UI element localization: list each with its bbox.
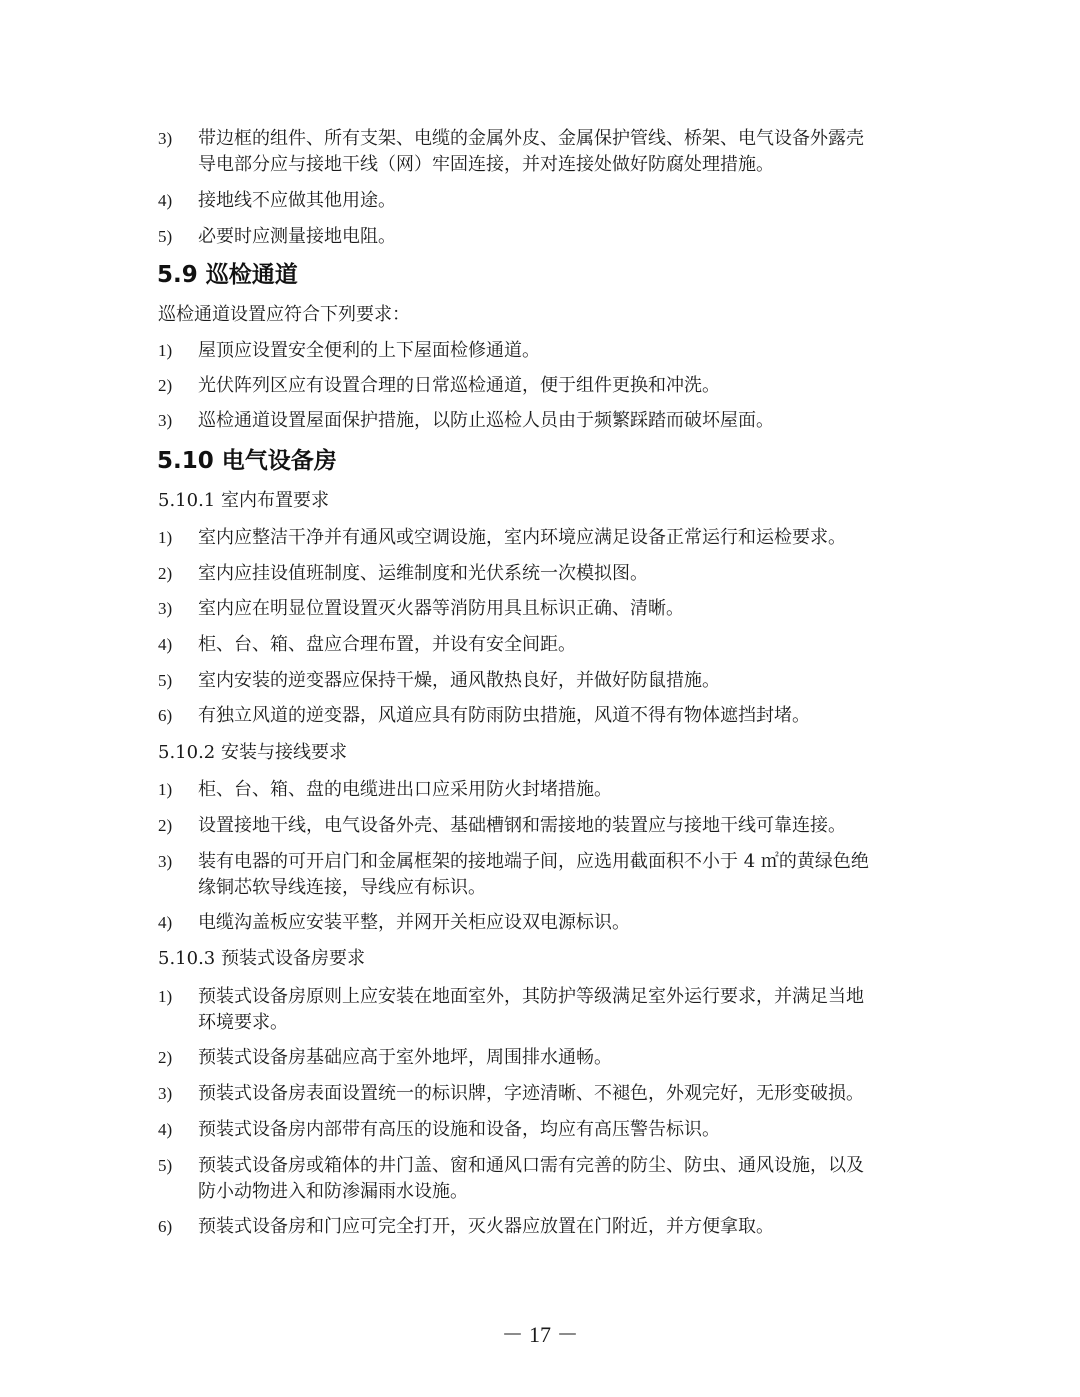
list-item <box>158 703 928 729</box>
subsection-title: 5.10.1 室内布置要求 <box>158 490 329 511</box>
list-item <box>158 188 928 214</box>
list-item-text: 光伏阵列区应有设置合理的日常巡检通道，便于组件更换和冲洗。 <box>198 375 720 396</box>
list-item-text: 柜、台、箱、盘应合理布置，并设有安全间距。 <box>198 634 576 655</box>
list-item-text: 预装式设备房基础应高于室外地坪，周围排水通畅。 <box>198 1047 612 1068</box>
list-item-text: 预装式设备房内部带有高压的设施和设备，均应有高压警告标识。 <box>198 1119 720 1140</box>
list-item-number: 2) <box>158 1048 173 1067</box>
list-item-number: 6) <box>158 706 173 725</box>
list-item-number: 6) <box>158 1217 173 1236</box>
list-item-text: 带边框的组件、所有支架、电缆的金属外皮、金属保护管线、桥架、电气设备外露壳 导电部分应与接地干线（网）牢固连接，并对连接处做好防腐处理措施。 <box>198 128 864 175</box>
list-item <box>158 910 928 936</box>
list-item-text: 接地线不应做其他用途。 <box>198 190 396 211</box>
list-item <box>158 1081 928 1107</box>
list-item-text: 柜、台、箱、盘的电缆进出口应采用防火封堵措施。 <box>198 779 612 800</box>
list-item-text: 预装式设备房原则上应安装在地面室外，其防护等级满足室外运行要求，并满足当地 环境要求。 <box>198 986 864 1033</box>
list-item <box>158 813 928 839</box>
list-item-number: 4) <box>158 913 173 932</box>
list-item-text: 电缆沟盖板应安装平整，并网开关柜应设双电源标识。 <box>198 912 630 933</box>
list-item-text: 有独立风道的逆变器，风道应具有防雨防虫措施，风道不得有物体遮挡封堵。 <box>198 705 810 726</box>
list-item-number: 3) <box>158 599 173 618</box>
list-item-number: 3) <box>158 129 173 148</box>
subsection-title: 5.10.3 预装式设备房要求 <box>158 948 365 969</box>
list-item <box>158 338 928 364</box>
list-item-number: 4) <box>158 1120 173 1139</box>
list-item-number: 2) <box>158 376 173 395</box>
list-item-text: 装有电器的可开启门和金属框架的接地端子间，应选用截面积不小于 4 ㎡的黄绿色绝 缘铜芯软导线连接，导线应有标识。 <box>198 851 869 898</box>
list-item <box>158 1153 928 1205</box>
list-item <box>158 561 928 587</box>
list-item <box>158 224 928 250</box>
list-item-text: 必要时应测量接地电阻。 <box>198 226 396 247</box>
list-item-text: 室内应整洁干净并有通风或空调设施，室内环境应满足设备正常运行和运检要求。 <box>198 527 846 548</box>
list-item <box>158 632 928 658</box>
list-item-number: 4) <box>158 191 173 210</box>
list-item-number: 1) <box>158 780 173 799</box>
list-item <box>158 1045 928 1071</box>
list-item-number: 1) <box>158 341 173 360</box>
list-item <box>158 668 928 694</box>
list-item-number: 1) <box>158 987 173 1006</box>
list-item-number: 4) <box>158 635 173 654</box>
list-item <box>158 525 928 551</box>
list-item-text: 室内应挂设值班制度、运维制度和光伏系统一次模拟图。 <box>198 563 648 584</box>
list-item-text: 预装式设备房和门应可完全打开，灭火器应放置在门附近，并方便拿取。 <box>198 1216 774 1237</box>
list-item <box>158 849 928 901</box>
list-item-text: 室内安装的逆变器应保持干燥，通风散热良好，并做好防鼠措施。 <box>198 670 720 691</box>
section-heading: 5.9 巡检通道 <box>157 262 298 288</box>
list-item-number: 3) <box>158 411 173 430</box>
subsection-title: 5.10.2 安装与接线要求 <box>158 742 347 763</box>
list-item <box>158 408 928 434</box>
list-item <box>158 596 928 622</box>
list-item <box>158 1214 928 1240</box>
list-item-number: 5) <box>158 1156 173 1175</box>
list-item-number: 5) <box>158 227 173 246</box>
list-item <box>158 777 928 803</box>
list-item-text: 巡检通道设置屋面保护措施，以防止巡检人员由于频繁踩踏而破坏屋面。 <box>198 410 774 431</box>
list-item-number: 3) <box>158 1084 173 1103</box>
list-item <box>158 1117 928 1143</box>
section-heading: 5.10 电气设备房 <box>157 448 337 474</box>
list-item <box>158 126 928 178</box>
list-item-number: 2) <box>158 564 173 583</box>
list-item-text: 预装式设备房表面设置统一的标识牌，字迹清晰、不褪色，外观完好，无形变破损。 <box>198 1083 864 1104</box>
list-item-text: 室内应在明显位置设置灭火器等消防用具且标识正确、清晰。 <box>198 598 684 619</box>
page-number: － 17 － <box>501 1322 579 1347</box>
list-item-number: 5) <box>158 671 173 690</box>
section-intro: 巡检通道设置应符合下列要求： <box>158 304 410 325</box>
list-item-text: 设置接地干线，电气设备外壳、基础槽钢和需接地的装置应与接地干线可靠连接。 <box>198 815 846 836</box>
list-item-number: 2) <box>158 816 173 835</box>
list-item <box>158 984 928 1036</box>
list-item-number: 1) <box>158 528 173 547</box>
list-item-text: 预装式设备房或箱体的井门盖、窗和通风口需有完善的防尘、防虫、通风设施，以及 防小动物进入和防渗漏雨水设施。 <box>198 1155 864 1202</box>
list-item-number: 3) <box>158 852 173 871</box>
list-item-text: 屋顶应设置安全便利的上下屋面检修通道。 <box>198 340 540 361</box>
list-item <box>158 373 928 399</box>
